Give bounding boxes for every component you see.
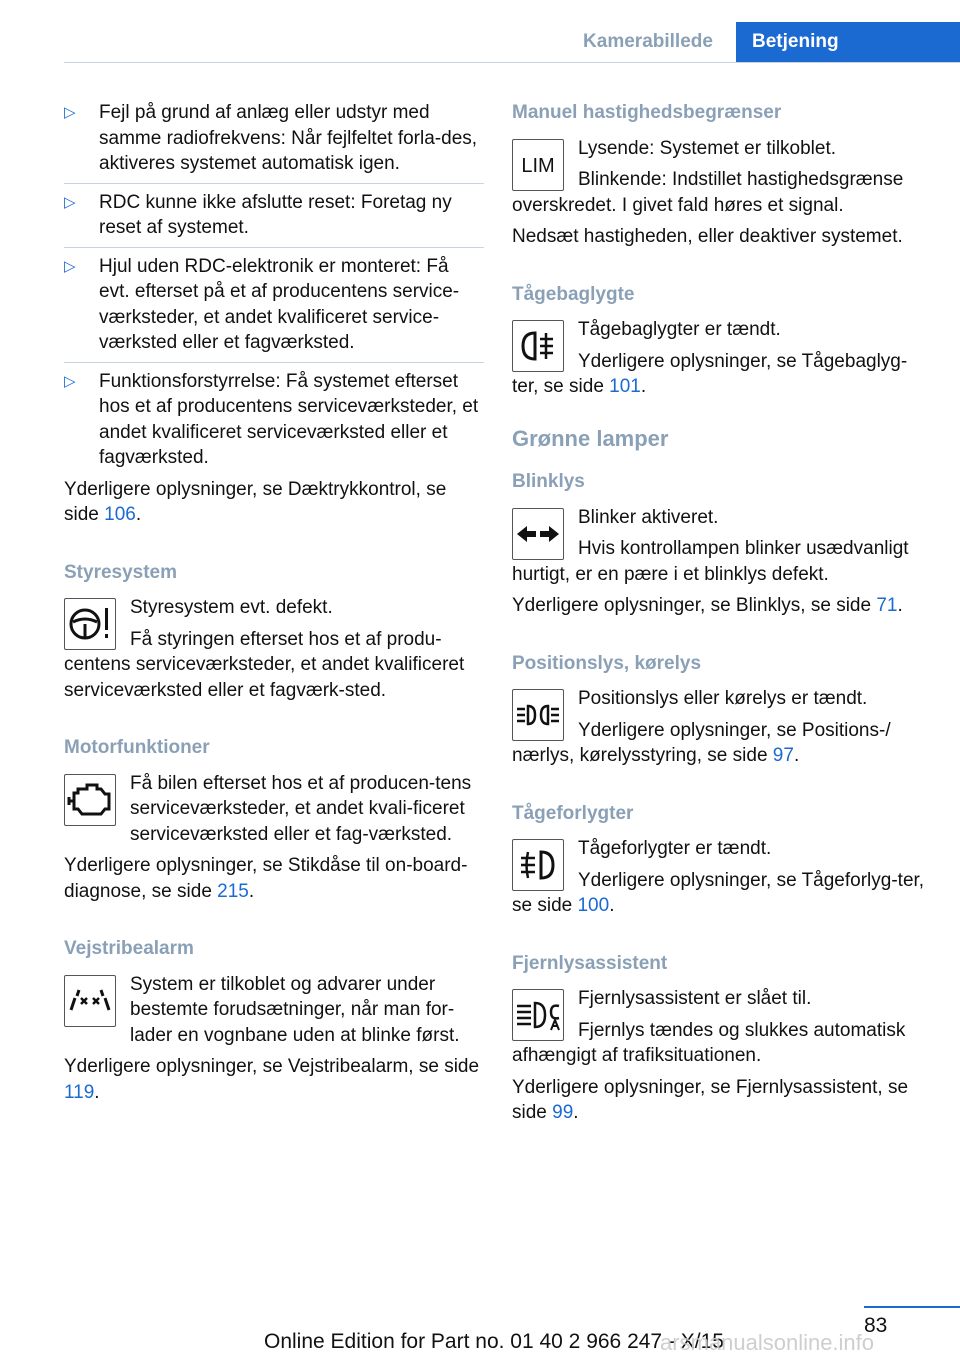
lane-more-info: Yderligere oplysninger, se Vejstribealarm, se side 119.	[64, 1056, 480, 1103]
lane-text: System er tilkoblet og advarer under bestemte forudsætninger, når man for‐lader en vognbane uden at blinke først.	[130, 973, 460, 1046]
bullet-text: Fejl på grund af anlæg eller udstyr med samme radiofrekvens: Når fejlfeltet forla‐des, aktiveres systemet automatisk igen.	[99, 102, 478, 174]
lim-icon-text: LIM	[521, 154, 555, 177]
section-heading-hba: Fjernlysassistent	[512, 952, 668, 974]
position-more-info: Yderligere oplysninger, se Positions-/ nærlys, kørelysstyring, se side 97.	[512, 719, 891, 766]
hba-more-info: Yderligere oplysninger, se Fjernlysassistent, se side 99.	[512, 1076, 909, 1123]
section-heading-rear-fog: Tågebaglygte	[512, 283, 635, 305]
front-fog-text: Tågeforlygter er tændt.	[578, 838, 772, 859]
section-heading-lane: Vejstribealarm	[64, 938, 194, 959]
more-info-text: Yderligere oplysninger, se Blinklys, se side	[512, 595, 877, 616]
styresystem-text: Styresystem evt. defekt.	[130, 597, 333, 618]
bullet-text: Hjul uden RDC-elektronik er monteret: Få evt. efterset på et af producentens service‐værksteder, et andet kvalificeret service‐værksted eller et fagværksted.	[99, 255, 460, 353]
bullet-item	[64, 190, 484, 241]
bullet-text: Funktionsforstyrrelse: Få systemet efterset hos et af producentens serviceværksteder, et andet kvalificeret serviceværksted eller et fagværksted.	[99, 370, 479, 468]
hba-text: Fjernlysassistent er slået til.	[578, 988, 812, 1009]
more-info-text: Yderligere oplysninger, se Stikdåse til on-board-diagnose, se side	[64, 855, 468, 902]
page-link[interactable]: 100	[577, 895, 610, 916]
footer-rule	[864, 1306, 960, 1308]
tab-kamerabillede[interactable]: Kamerabillede	[583, 31, 713, 52]
left-column	[64, 100, 484, 1111]
lim-text: Blinkende: Indstillet hastighedsgrænse overskredet. I givet fald høres et signal.	[512, 169, 904, 216]
page-link[interactable]: 215	[217, 880, 249, 902]
triangle-bullet-icon: ▷	[64, 257, 76, 275]
header-rule	[64, 62, 960, 63]
bullet-divider	[64, 362, 484, 363]
high-beam-assist-icon	[512, 989, 564, 1041]
triangle-bullet-icon: ▷	[64, 372, 76, 390]
position-text: Positionslys eller kørelys er tændt.	[578, 688, 868, 709]
tab-betjening[interactable]: Betjening	[736, 22, 960, 62]
rear-fog-light-icon	[512, 320, 564, 372]
page-link[interactable]: 97	[772, 745, 794, 766]
front-fog-more-info: Yderligere oplysninger, se Tågeforlyg‐ter, se side 100.	[512, 869, 925, 916]
bullet-divider	[64, 183, 484, 184]
page-number: 83	[864, 1314, 888, 1337]
section-heading-blink: Blinklys	[512, 471, 585, 492]
section-heading-styresystem: Styresystem	[64, 561, 178, 583]
motor-text: Få bilen efterset hos et af producen‐tens serviceværksteder, et andet kvali‐ficeret serviceværksted eller et fag‐værksted.	[130, 772, 472, 845]
bullet-item	[64, 369, 484, 471]
bullet-item	[64, 254, 484, 356]
turn-signal-icon	[512, 508, 564, 560]
page-link[interactable]: 71	[876, 595, 898, 616]
triangle-bullet-icon: ▷	[64, 193, 76, 211]
section-heading-motor: Motorfunktioner	[64, 737, 210, 758]
page-link[interactable]: 99	[552, 1102, 574, 1123]
styresystem-text: Få styringen efterset hos et af produ‐centens serviceværksteder, et andet kvalificeret serviceværksted eller et fagværk‐sted.	[64, 628, 465, 701]
engine-icon	[64, 774, 116, 826]
blink-text: Blinker aktiveret.	[578, 506, 719, 528]
front-fog-light-icon	[512, 839, 564, 891]
position-light-icon	[512, 689, 564, 741]
motor-more-info: Yderligere oplysninger, se Stikdåse til on-board-diagnose, se side 215.	[64, 855, 468, 902]
steering-warning-icon	[64, 598, 116, 650]
more-info-text: Yderligere oplysninger, se Vejstribealarm, se side	[64, 1056, 480, 1077]
lim-text: Lysende: Systemet er tilkoblet.	[578, 137, 837, 159]
more-info-text: Yderligere oplysninger, se Positions-/ nærlys, kørelysstyring, se side	[512, 719, 891, 766]
more-info-text: Yderligere oplysninger, se Dæktrykkontrol, se side	[64, 478, 447, 525]
watermark: arsmanualsonline.info	[660, 1330, 875, 1355]
bullet-text: RDC kunne ikke afslutte reset: Foretag ny reset af systemet.	[99, 191, 452, 238]
lane-departure-icon	[64, 975, 116, 1027]
page-link[interactable]: 119	[64, 1081, 95, 1103]
section-heading-front-fog: Tågeforlygter	[512, 802, 634, 824]
blink-text: Hvis kontrollampen blinker usædvanligt hurtigt, er en pære i et blinklys defekt.	[512, 538, 909, 585]
bullet-item	[64, 100, 484, 177]
section-heading-lim: Manuel hastighedsbegrænser	[512, 102, 782, 123]
rear-fog-more-info: Yderligere oplysninger, se Tågebaglyg‐ter, se side 101.	[512, 350, 908, 397]
bullet-divider	[64, 247, 484, 248]
page-link[interactable]: 101	[609, 376, 641, 397]
triangle-bullet-icon: ▷	[64, 104, 76, 121]
more-info-text: Yderligere oplysninger, se Tågeforlyg‐ter, se side	[512, 869, 925, 916]
rear-fog-text: Tågebaglygter er tændt.	[578, 319, 781, 340]
lim-text: Nedsæt hastigheden, eller deaktiver systemet.	[512, 226, 903, 247]
right-column	[512, 100, 932, 1132]
hba-text: Fjernlys tændes og slukkes automatisk afhængigt af trafiksituationen.	[512, 1019, 906, 1066]
blink-more-info: Yderligere oplysninger, se Blinklys, se side 71.	[512, 595, 903, 616]
more-info-text: Yderligere oplysninger, se Fjernlysassistent, se side	[512, 1076, 909, 1123]
edition-footer: Online Edition for Part no. 01 40 2 966 247 - X/15	[264, 1330, 724, 1353]
section-heading-green-lamps: Grønne lamper	[512, 425, 669, 451]
page-link[interactable]: 106	[104, 504, 136, 525]
section-heading-position: Positionslys, kørelys	[512, 652, 702, 674]
tpms-more-info: Yderligere oplysninger, se Dæktrykkontrol, se side 106.	[64, 478, 447, 525]
more-info-text: Yderligere oplysninger, se Tågebaglyg‐ter, se side	[512, 350, 908, 397]
speed-limiter-icon	[512, 139, 564, 191]
